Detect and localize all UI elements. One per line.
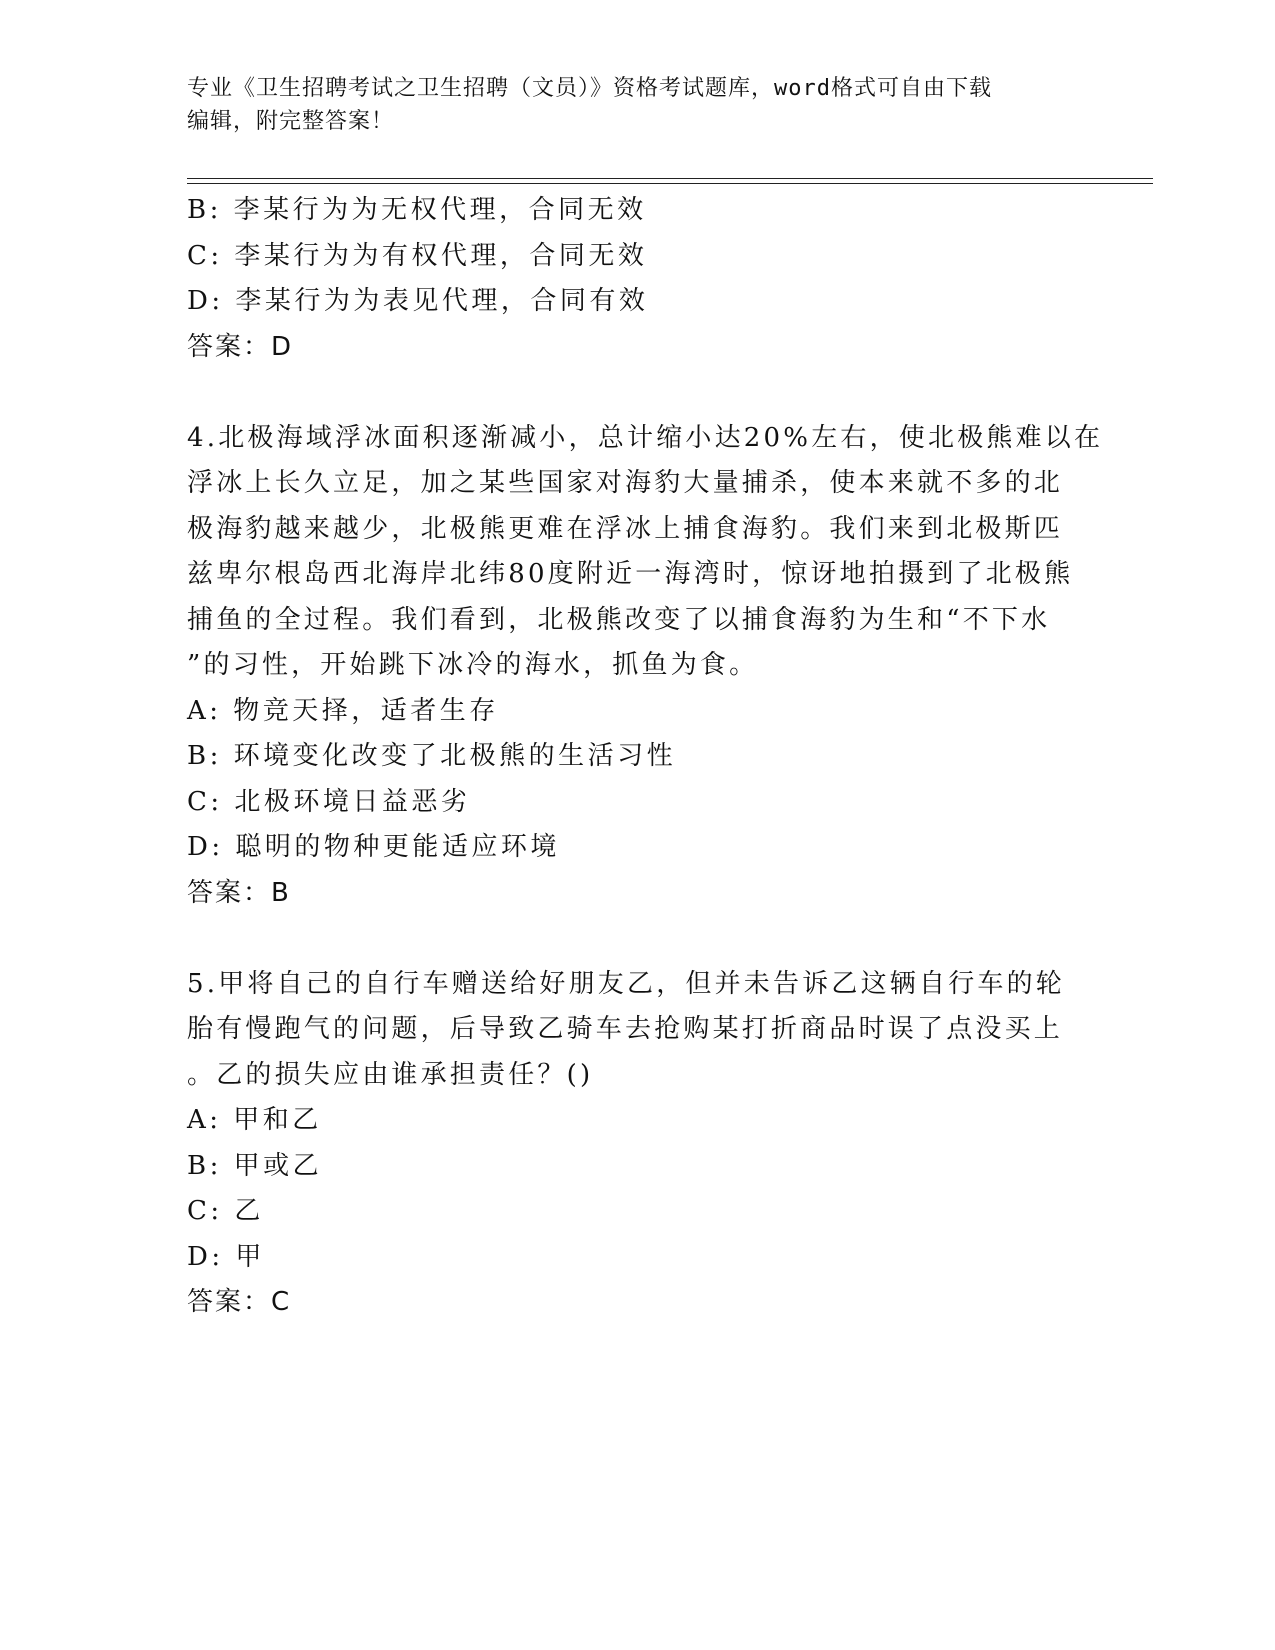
question-3-option-c: C: 李某行为为有权代理，合同无效 [187,240,648,271]
question-4-option-b: B: 环境变化改变了北极熊的生活习性 [187,741,677,771]
question-4-stem-line: 兹卑尔根岛西北海岸北纬80度附近一海湾时，惊讶地拍摄到了北极熊 [187,559,1074,589]
question-4-option-d: D: 聪明的物种更能适应环境 [187,832,560,862]
question-5-option-b: B: 甲或乙 [187,1150,323,1181]
question-4-stem-line: 极海豹越来越少，北极熊更难在浮冰上捕食海豹。我们来到北极斯匹 [187,513,1064,544]
question-4-stem [187,416,1104,689]
question-5-stem-line: 5.甲将自己的自行车赠送给好朋友乙，但并未告诉乙这辆自行车的轮 [187,968,1066,999]
question-3-option-d: D: 李某行为为表见代理，合同有效 [187,286,649,316]
question-4-stem-line: 浮冰上长久立足，加之某些国家对海豹大量捕杀，使本来就不多的北 [187,468,1064,498]
question-5-stem-line: 胎有慢跑气的问题，后导致乙骑车去抢购某打折商品时误了点没买上 [187,1014,1064,1044]
question-3-answer: 答案：D [187,331,294,362]
header-title-line-2: 编辑，附完整答案！ [187,109,395,134]
document-header [187,72,1087,138]
question-5 [187,962,1087,1326]
question-5-stem [187,962,1087,1099]
question-5-option-a: A: 甲和乙 [187,1105,322,1135]
question-4-answer: 答案：B [187,877,291,908]
question-5-stem-line: 。乙的损失应由谁承担责任？() [187,1059,594,1090]
header-title-line-1: 专业《卫生招聘考试之卫生招聘（文员）》资格考试题库，word格式可自由下载 [187,76,992,101]
question-5-option-c: C: 乙 [187,1196,264,1226]
header-divider-bottom [187,183,1153,184]
question-list [187,188,1104,1326]
question-4-stem-line: ”的习性，开始跳下冰冷的海水，抓鱼为食。 [187,650,759,680]
question-5-answer: 答案：C [187,1287,292,1317]
header-divider-top [187,178,1153,179]
spacer [187,370,1087,416]
question-3-option-b: B: 李某行为为无权代理，合同无效 [187,195,647,225]
question-4 [187,416,1104,917]
question-4-option-c: C: 北极环境日益恶劣 [187,786,471,817]
spacer [187,916,1087,962]
question-4-option-a: A: 物竞天择，适者生存 [187,695,499,726]
question-4-stem-line: 捕鱼的全过程。我们看到，北极熊改变了以捕食海豹为生和“不下水 [187,604,1051,635]
question-4-stem-line: 4.北极海域浮冰面积逐渐减小，总计缩小达20%左右，使北极熊难以在 [187,422,1104,453]
question-3 [187,188,1087,370]
question-5-option-d: D: 甲 [187,1241,265,1272]
